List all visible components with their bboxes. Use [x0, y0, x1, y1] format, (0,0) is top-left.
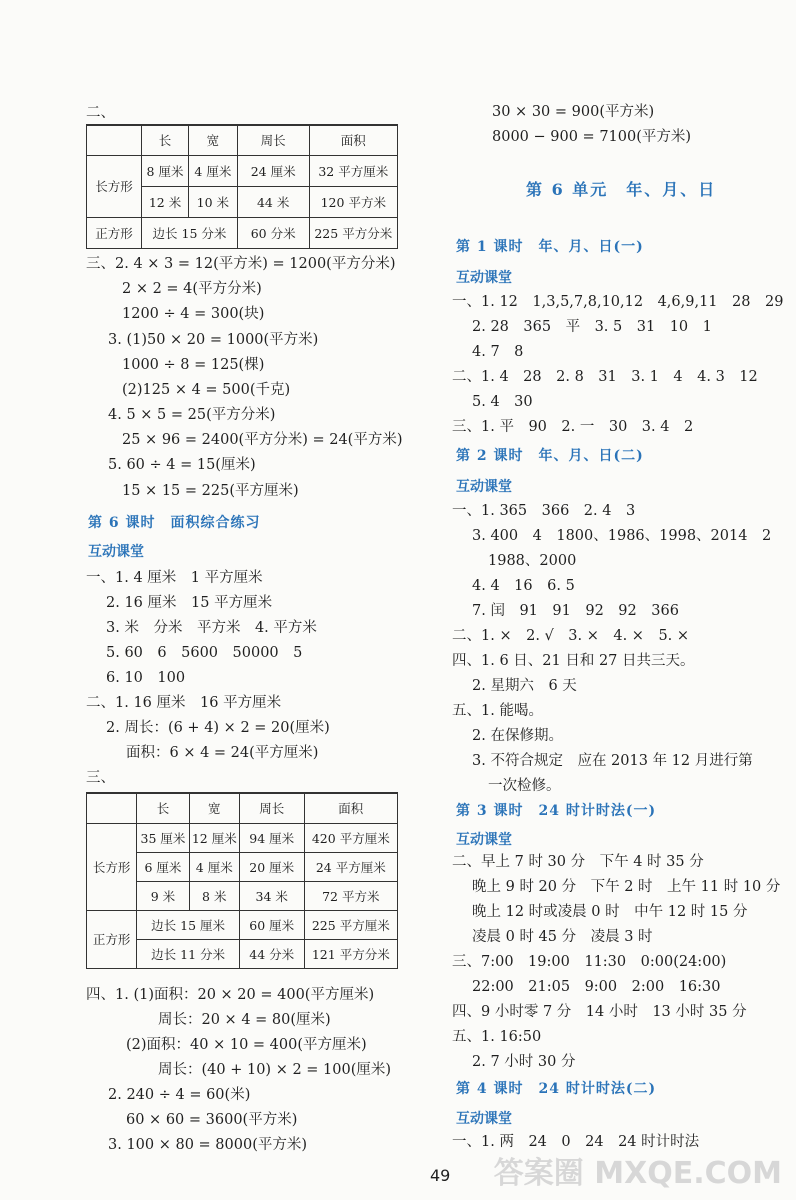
section-subtitle: 互动课堂 — [88, 544, 144, 560]
table-cell: 44 米 — [237, 186, 309, 217]
answer-line: 2 × 2 = 4(平方分米) — [122, 281, 262, 297]
answer-line: 5. 4 30 — [472, 394, 533, 410]
section-2-label: 二、 — [86, 105, 115, 121]
answer-line: 2. 星期六 6 天 — [472, 678, 577, 694]
table-cell: 9 米 — [137, 881, 189, 910]
answer-line: 一、1. 两 24 0 24 24 时计时法 — [452, 1134, 700, 1150]
answer-line: 2. 240 ÷ 4 = 60(米) — [108, 1087, 251, 1103]
answer-line: 三、7:00 19:00 11:30 0:00(24:00) — [452, 954, 727, 970]
table-header-cell: 宽 — [188, 125, 237, 155]
lesson-title: 第 1 课时 年、月、日(一) — [456, 239, 644, 255]
table-cell: 94 厘米 — [239, 823, 304, 852]
table-row — [87, 155, 398, 186]
answer-line: 30 × 30 = 900(平方米) — [492, 104, 655, 120]
table-cell: 12 米 — [142, 186, 189, 217]
table-header-cell — [87, 125, 142, 155]
answer-line: 5. 60 6 5600 50000 5 — [106, 645, 303, 661]
section-subtitle: 互动课堂 — [456, 479, 512, 495]
table-header-cell: 面积 — [304, 793, 397, 823]
lesson-title: 第 2 课时 年、月、日(二) — [456, 448, 644, 464]
answer-line: 一、1. 4 厘米 1 平方厘米 — [86, 570, 263, 586]
answer-line: 2. 16 厘米 15 平方厘米 — [106, 595, 273, 611]
answer-line: 周长：(40 + 10) × 2 = 100(厘米) — [158, 1062, 392, 1078]
table-cell: 225 平方分米 — [309, 217, 397, 248]
answer-line: 22:00 21:05 9:00 2:00 16:30 — [472, 979, 721, 995]
answer-line: 3. (1)50 × 20 = 1000(平方米) — [108, 332, 319, 348]
answer-line: 三、 — [86, 770, 115, 786]
answer-line: 7. 闰 91 91 92 92 366 — [472, 603, 679, 619]
answer-line: 60 × 60 = 3600(平方米) — [126, 1112, 298, 1128]
table-cell: 24 平方厘米 — [304, 852, 397, 881]
table-header-cell: 长 — [137, 793, 189, 823]
table-cell: 边长 15 厘米 — [137, 910, 240, 939]
table-2 — [86, 792, 398, 969]
answer-line: 1000 ÷ 8 = 125(棵) — [122, 357, 265, 373]
unit-title: 第 6 单元 年、月、日 — [526, 180, 717, 199]
table-cell: 35 厘米 — [137, 823, 189, 852]
table-cell: 32 平方厘米 — [309, 155, 397, 186]
table-cell: 60 分米 — [237, 217, 309, 248]
answer-line: 2. 在保修期。 — [472, 728, 563, 744]
table-cell: 边长 15 分米 — [142, 217, 238, 248]
table-row — [87, 910, 398, 939]
answer-line: 3. 不符合规定 应在 2013 年 12 月进行第 — [472, 753, 753, 769]
answer-line: 4. 7 8 — [472, 344, 524, 360]
answer-line: 2. 28 365 平 3. 5 31 10 1 — [472, 319, 712, 335]
row-label: 正方形 — [87, 910, 137, 968]
answer-line: 四、1. 6 日、21 日和 27 日共三天。 — [452, 653, 695, 669]
row-label: 正方形 — [87, 217, 142, 248]
answer-line: 面积：6 × 4 = 24(平方厘米) — [126, 745, 319, 761]
table-cell: 12 厘米 — [189, 823, 239, 852]
answer-line: 一、1. 12 1,3,5,7,8,10,12 4,6,9,11 28 29 — [452, 294, 784, 310]
answer-line: 晚上 9 时 20 分 下午 2 时 上午 11 时 10 分 — [472, 879, 781, 895]
answer-line: 6. 10 100 — [106, 670, 186, 686]
answer-line: 二、早上 7 时 30 分 下午 4 时 35 分 — [452, 854, 704, 870]
table-cell: 24 厘米 — [237, 155, 309, 186]
table-cell: 8 米 — [189, 881, 239, 910]
answer-line: 四、1. (1)面积：20 × 20 = 400(平方厘米) — [86, 987, 375, 1003]
answer-line: 2. 7 小时 30 分 — [472, 1054, 576, 1070]
answer-line: 3. 米 分米 平方米 4. 平方米 — [106, 620, 317, 636]
answer-line: 晚上 12 时或凌晨 0 时 中午 12 时 15 分 — [472, 904, 748, 920]
answer-line: 五、1. 16:50 — [452, 1029, 542, 1045]
table-cell: 121 平方分米 — [304, 939, 397, 968]
answer-line: 25 × 96 = 2400(平方分米) = 24(平方米) — [122, 432, 403, 448]
table-cell: 6 厘米 — [137, 852, 189, 881]
table-cell: 8 厘米 — [142, 155, 189, 186]
table-header-cell — [87, 793, 137, 823]
table-cell: 34 米 — [239, 881, 304, 910]
table-cell: 72 平方米 — [304, 881, 397, 910]
section-subtitle: 互动课堂 — [456, 832, 512, 848]
table-header-cell: 长 — [142, 125, 189, 155]
answer-line: 周长：20 × 4 = 80(厘米) — [158, 1012, 331, 1028]
answer-line: 1988、2000 — [488, 553, 577, 569]
answer-line: (2)125 × 4 = 500(千克) — [122, 382, 291, 398]
lesson-title: 第 6 课时 面积综合练习 — [88, 515, 261, 531]
answer-line: 4. 4 16 6. 5 — [472, 578, 575, 594]
answer-line: 二、1. × 2. √ 3. × 4. × 5. × — [452, 628, 690, 644]
answer-line: 4. 5 × 5 = 25(平方分米) — [108, 407, 276, 423]
table-header-cell: 周长 — [237, 125, 309, 155]
answer-line: 8000 − 900 = 7100(平方米) — [492, 129, 692, 145]
table-cell: 20 厘米 — [239, 852, 304, 881]
answer-line: 二、1. 16 厘米 16 平方厘米 — [86, 695, 282, 711]
watermark-text: 答案圈 MXQE.COM — [493, 1156, 782, 1191]
answer-line: 一次检修。 — [488, 778, 561, 794]
section-subtitle: 互动课堂 — [456, 270, 512, 286]
section-subtitle: 互动课堂 — [456, 1111, 512, 1127]
lesson-title: 第 3 课时 24 时计时法(一) — [456, 803, 657, 819]
row-label: 长方形 — [87, 823, 137, 910]
answer-line: 3. 400 4 1800、1986、1998、2014 2 — [472, 528, 772, 544]
table-1 — [86, 124, 398, 249]
table-header-cell: 面积 — [309, 125, 397, 155]
answer-line: 15 × 15 = 225(平方厘米) — [122, 483, 299, 499]
lesson-title: 第 4 课时 24 时计时法(二) — [456, 1081, 657, 1097]
answer-line: 四、9 小时零 7 分 14 小时 13 小时 35 分 — [452, 1004, 747, 1020]
table-cell: 4 厘米 — [189, 852, 239, 881]
page-number: 49 — [430, 1166, 451, 1185]
table-cell: 10 米 — [188, 186, 237, 217]
table-row — [87, 823, 398, 852]
answer-line: 5. 60 ÷ 4 = 15(厘米) — [108, 457, 256, 473]
row-label: 长方形 — [87, 155, 142, 217]
answer-line: 1200 ÷ 4 = 300(块) — [122, 306, 265, 322]
answer-line: 二、1. 4 28 2. 8 31 3. 1 4 4. 3 12 — [452, 369, 758, 385]
answer-line: 一、1. 365 366 2. 4 3 — [452, 503, 636, 519]
table-header-cell: 周长 — [239, 793, 304, 823]
answer-line: 三、1. 平 90 2. 一 30 3. 4 2 — [452, 419, 694, 435]
table-cell: 120 平方米 — [309, 186, 397, 217]
table-cell: 420 平方厘米 — [304, 823, 397, 852]
answer-line: 凌晨 0 时 45 分 凌晨 3 时 — [472, 929, 653, 945]
answer-line: 3. 100 × 80 = 8000(平方米) — [108, 1137, 308, 1153]
table-cell: 44 分米 — [239, 939, 304, 968]
answer-line: (2)面积：40 × 10 = 400(平方厘米) — [126, 1037, 367, 1053]
table-cell: 225 平方厘米 — [304, 910, 397, 939]
table-header-cell: 宽 — [189, 793, 239, 823]
answer-line: 2. 周长：(6 + 4) × 2 = 20(厘米) — [106, 720, 330, 736]
answer-line: 五、1. 能喝。 — [452, 703, 543, 719]
answer-line: 三、2. 4 × 3 = 12(平方米) = 1200(平方分米) — [86, 256, 396, 272]
table-cell: 边长 11 分米 — [137, 939, 240, 968]
table-cell: 4 厘米 — [188, 155, 237, 186]
table-row — [87, 217, 398, 248]
table-cell: 60 厘米 — [239, 910, 304, 939]
